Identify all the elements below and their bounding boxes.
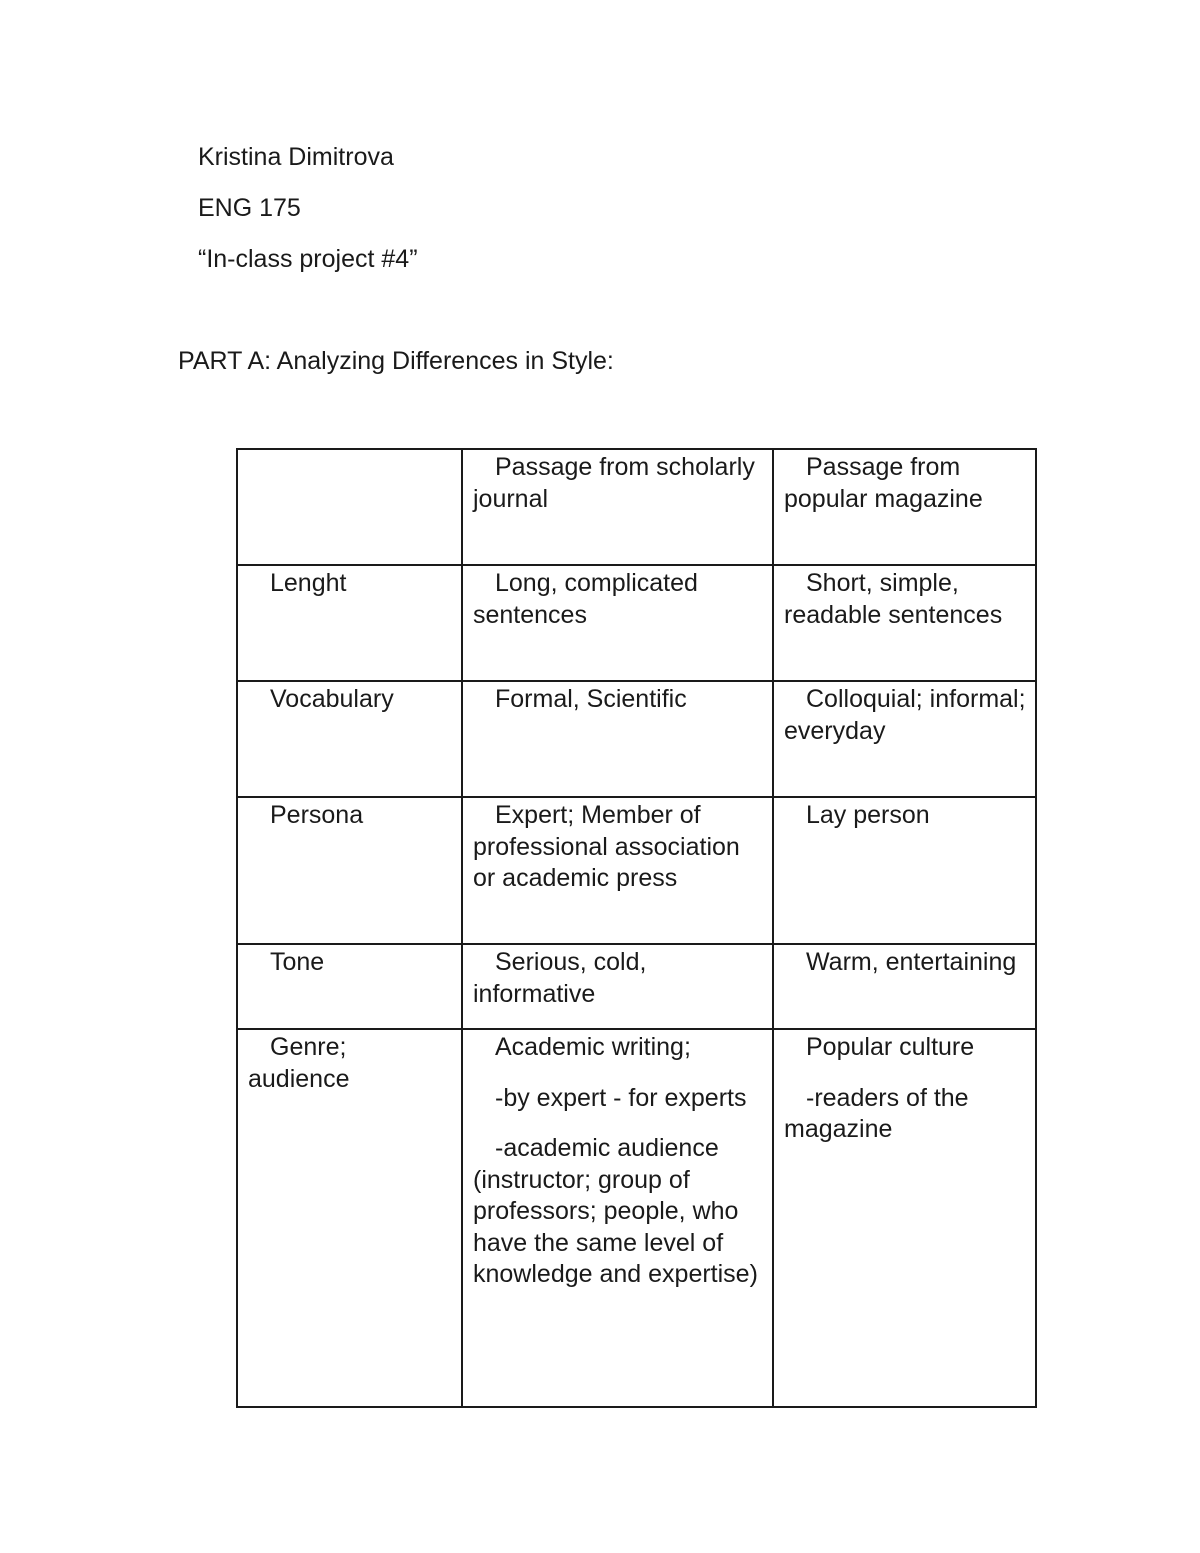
cell-text: Serious, cold, informative: [473, 948, 647, 1008]
scholarly-cell: [462, 681, 773, 797]
cell-text: -academic audience (instructor; group of professors; people, who have the same level of knowledge and expertise): [473, 1134, 758, 1288]
row-label-cell: [237, 681, 462, 797]
row-label-cell: [237, 797, 462, 944]
popular-cell: [773, 1029, 1036, 1407]
column-header-scholarly: Passage from scholarly journal: [473, 453, 755, 513]
section-title: PART A: Analyzing Differences in Style:: [178, 347, 614, 375]
cell-text: -by expert - for experts: [495, 1083, 747, 1112]
cell-text: Lay person: [806, 801, 930, 829]
table-header-row: [237, 449, 1036, 565]
course-code: ENG 175: [198, 194, 301, 222]
row-label: Persona: [270, 801, 364, 829]
table-row: [237, 681, 1036, 797]
cell-text: Warm, entertaining: [806, 948, 1017, 976]
cell-text: Academic writing;: [495, 1033, 691, 1061]
table-row: [237, 1029, 1036, 1407]
cell-text: Short, simple, readable sentences: [784, 569, 1003, 629]
scholarly-cell: [462, 565, 773, 681]
table-row: [237, 565, 1036, 681]
popular-cell: [773, 797, 1036, 944]
row-label-cell: [237, 944, 462, 1029]
cell-text: Popular culture: [806, 1033, 975, 1061]
header-cell-popular: [773, 449, 1036, 565]
row-label: Tone: [270, 948, 325, 976]
popular-cell: [773, 565, 1036, 681]
table-row: [237, 944, 1036, 1029]
author-name: Kristina Dimitrova: [198, 143, 394, 171]
header-cell-empty: [237, 449, 462, 565]
row-label: Genre; audience: [248, 1033, 350, 1093]
assignment-title: “In-class project #4”: [198, 245, 418, 273]
style-comparison-table: [236, 448, 1037, 1408]
scholarly-cell: [462, 797, 773, 944]
cell-text: Formal, Scientific: [495, 685, 687, 713]
row-label-cell: [237, 1029, 462, 1407]
popular-cell: [773, 944, 1036, 1029]
scholarly-cell: [462, 944, 773, 1029]
cell-text: Colloquial; informal; everyday: [784, 685, 1026, 745]
scholarly-cell: [462, 1029, 773, 1407]
row-label: Lenght: [270, 569, 347, 597]
cell-text: -readers of the magazine: [784, 1083, 969, 1143]
row-label: Vocabulary: [270, 685, 394, 713]
row-label-cell: [237, 565, 462, 681]
popular-cell: [773, 681, 1036, 797]
cell-text: Expert; Member of professional association or academic press: [473, 801, 740, 892]
table-row: [237, 797, 1036, 944]
header-cell-scholarly: [462, 449, 773, 565]
column-header-popular: Passage from popular magazine: [784, 453, 983, 513]
cell-text: Long, complicated sentences: [473, 569, 698, 629]
